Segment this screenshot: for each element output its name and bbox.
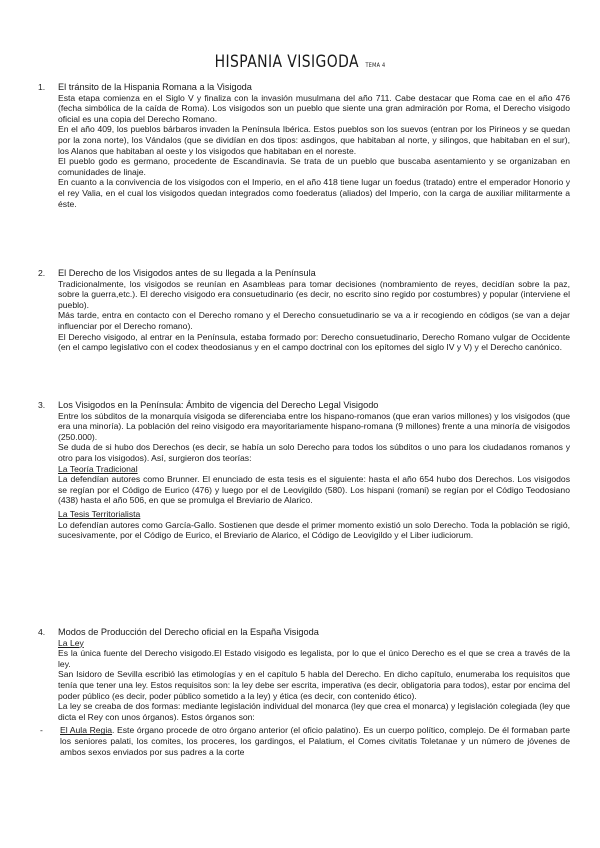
paragraph: Entre los súbditos de la monarquía visigoda se diferenciaba entre los hispano-romanos (que eran varios millones) y los visigodos (que era una minoría). La población del reino visigodo era mayoritariamente hispano-romana (9 millones) frente a una minoría de visigodos (250.000). [58, 410, 570, 442]
section-heading [38, 268, 570, 279]
section-heading [38, 627, 570, 638]
section-number: 2. [38, 268, 46, 278]
section-body [58, 93, 570, 210]
theory-territorial-heading: La Tesis Territorialista [58, 508, 141, 519]
theory-territorial-text: Lo defendían autores como García-Gallo. Sostienen que desde el primer momento existió un solo Derecho. Toda la población se rigió, sucesivamente, por el Código de Eurico, el Breviario de Alarico, el Código de Leovigildo y el Liber iudiciorum. [58, 519, 570, 541]
document-title [54, 52, 546, 72]
section-number: 3. [38, 400, 46, 410]
section-title: El Derecho de los Visigodos antes de su llegada a la Península [58, 268, 316, 278]
paragraph: En cuanto a la convivencia de los visigodos con el Imperio, en el año 418 tiene lugar un foedus (tratado) entre el emperador Honorio y el rey Valia, en el cual los visigodos quedan integrados como foederatus (aliados) del Imperio, con la carga de auxiliar militarmente a éste. [58, 177, 570, 209]
theory-traditional-heading: La Teoría Tradicional [58, 463, 138, 474]
paragraph: El Derecho visigodo, al entrar en la Península, estaba formado por: Derecho consuetudinario, Derecho Romano vulgar de Occidente (en el campo legislativo con el codex theodosianus y en el campo doctrinal con los epítomes del siglo IV y V) y el Derecho canónico. [58, 331, 570, 353]
section-body [58, 279, 570, 353]
paragraph: Esta etapa comienza en el Siglo V y finaliza con la invasión musulmana del año 711. Cabe destacar que Roma cae en el año 476 (fecha simbólica de la caída de Roma). Los visigodos son un pueblo que siente una gran admiración por Roma, el Derecho visigodo oficial es una copia del Derecho Romano. [58, 92, 570, 124]
paragraph: Se duda de si hubo dos Derechos (es decir, se había un solo Derecho para todos los súbditos o uno para los ciudadanos romanos y otro para los visigodos). Así, surgieron dos teorías: [58, 442, 570, 463]
section-heading [38, 82, 570, 93]
section-1 [38, 82, 570, 209]
section-title: El tránsito de la Hispania Romana a la Visigoda [58, 82, 252, 92]
paragraph: El pueblo godo es germano, procedente de Escandinavia. Se trata de un pueblo que buscaba asentamiento y se organizaban en comunidades de linaje. [58, 156, 570, 177]
paragraph: Más tarde, entra en contacto con el Derecho romano y el Derecho consuetudinario se va a ir recogiendo en códigos (se van a dejar influenciar por el Derecho romano). [58, 310, 570, 331]
section-heading [38, 400, 570, 411]
bullet-text [60, 725, 570, 757]
paragraph: San Isidoro de Sevilla escribió las etimologías y en el capítulo 5 habla del Derecho. En dicho capítulo, enumeraba los requisitos que tenía que tener una ley. Estos requisitos son: la ley debe ser escrita, imperativa (es decir, obligatoria para todos), estar por encima del poder público (es decir, poder público sometido a la ley) y ética (es decir, con contenido ético). [58, 669, 570, 701]
title-text: HISPANIA VISIGODA [214, 52, 360, 72]
section-body [58, 638, 570, 723]
section-title: Los Visigodos en la Península: Ámbito de vigencia del Derecho Legal Visigodo [58, 400, 379, 410]
list-item [38, 725, 570, 757]
section-number: 1. [38, 82, 46, 92]
law-subheading: La Ley [58, 637, 84, 648]
section-3 [38, 400, 570, 541]
section-title: Modos de Producción del Derecho oficial en la España Visigoda [58, 627, 319, 637]
paragraph: Tradicionalmente, los visigodos se reunían en Asambleas para tomar decisiones (nombramiento de reyes, decidían sobre la paz, sobre la guerra,etc.). El derecho visigodo era consuetudinario (es decir, no escrito sino regido por costumbres) y popular (interviene el pueblo). [58, 278, 570, 310]
paragraph: En el año 409, los pueblos bárbaros invaden la Península Ibérica. Estos pueblos son los suevos (entran por los Pirineos y se quedan por la zona norte), los Vándalos (que se dividían en dos tipos: asdingos, que habitaban al norte, y silingos, que habitaban en el sur), los Alanos que habitaban al oeste y los visigodos que habitaban en el noreste. [58, 124, 570, 156]
paragraph: Es la única fuente del Derecho visigodo.El Estado visigodo es legalista, por lo que el único Derecho es el que se crea a través de la ley. [58, 648, 570, 669]
section-number: 4. [38, 627, 46, 637]
bullet-marker: - [40, 725, 43, 736]
theory-traditional-text: La defendían autores como Brunner. El enunciado de esta tesis es el siguiente: hasta el año 654 hubo dos Derechos. Los visigodos se regían por el Código de Eurico (476) y luego por el de Leovigildo (580). Los hispani (romani) se regían por el Código Teodosiano (438) hasta el año 506, en que se promulga el Breviario de Alarico. [58, 474, 570, 506]
paragraph: La ley se creaba de dos formas: mediante legislación individual del monarca (ley que crea el monarca) y legislación colegiada (ley que dicta el Rey con unos órganos). Estos órganos son: [58, 701, 570, 722]
section-2 [38, 268, 570, 353]
section-4 [38, 627, 570, 757]
bullet-description: . Este órgano procede de otro órgano anterior (el oficio palatino). Es un cuerpo político, complejo. De él formaban parte los seniores palati, los comites, los proceres, los gardingos, el Palatium, el Comes civitatis Toletanae y un número de jóvenes de ambos sexos enviados por sus padres a la corte [60, 725, 570, 757]
title-topic-label: TEMA 4 [365, 62, 386, 69]
section-body [58, 411, 570, 541]
bullet-term: El Aula Regia [60, 725, 113, 736]
